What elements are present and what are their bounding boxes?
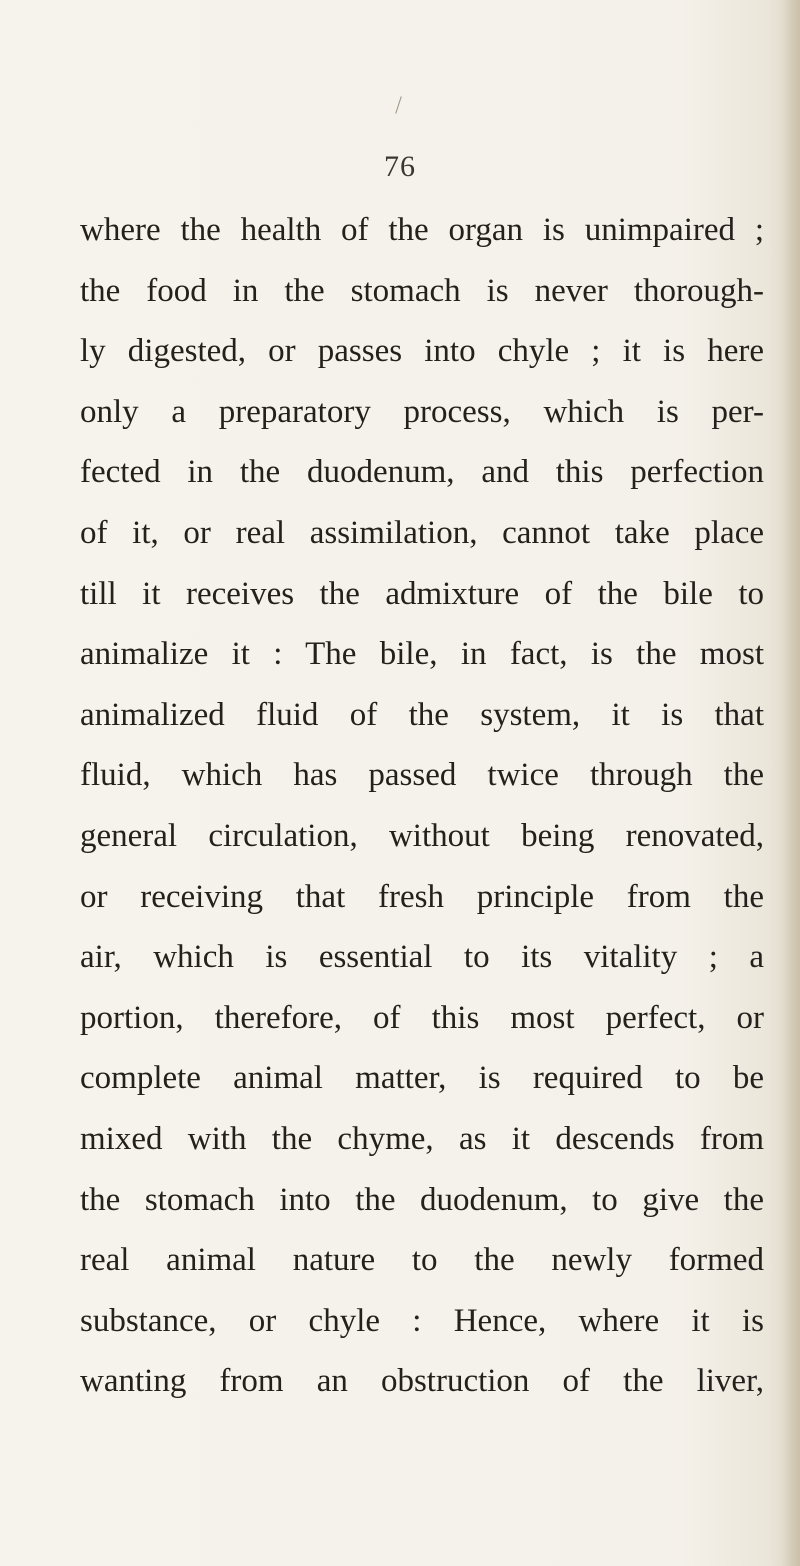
text-line: portion, therefore, of this most perfect, or xyxy=(80,999,764,1036)
page-edge-shadow xyxy=(782,0,800,1566)
body-text xyxy=(80,200,764,1412)
text-line: animalized fluid of the system, it is that xyxy=(80,696,764,733)
text-line: the stomach into the duodenum, to give the xyxy=(80,1181,764,1218)
text-line: air, which is essential to its vitality ; a xyxy=(80,939,764,976)
page-number: 76 xyxy=(384,150,416,183)
text-line: wanting from an obstruction of the liver, xyxy=(80,1363,764,1400)
pencil-mark xyxy=(395,96,402,113)
text-line: mixed with the chyme, as it descends from xyxy=(80,1120,764,1157)
text-line: of it, or real assimilation, cannot take place xyxy=(80,514,764,551)
text-line: till it receives the admixture of the bile to xyxy=(80,575,764,612)
text-line: the food in the stomach is never thorough- xyxy=(80,272,764,309)
text-line: only a preparatory process, which is per- xyxy=(80,393,764,430)
text-line: substance, or chyle : Hence, where it is xyxy=(80,1302,764,1339)
text-line: complete animal matter, is required to be xyxy=(80,1060,764,1097)
text-line: animalize it : The bile, in fact, is the most xyxy=(80,636,764,673)
text-line: ly digested, or passes into chyle ; it is here xyxy=(80,333,764,370)
text-line: or receiving that fresh principle from the xyxy=(80,878,764,915)
text-line: general circulation, without being renovated, xyxy=(80,817,764,854)
text-line: real animal nature to the newly formed xyxy=(80,1242,764,1279)
text-line: where the health of the organ is unimpaired ; xyxy=(80,212,764,248)
text-line: fected in the duodenum, and this perfection xyxy=(80,454,764,491)
text-line: fluid, which has passed twice through the xyxy=(80,757,764,794)
